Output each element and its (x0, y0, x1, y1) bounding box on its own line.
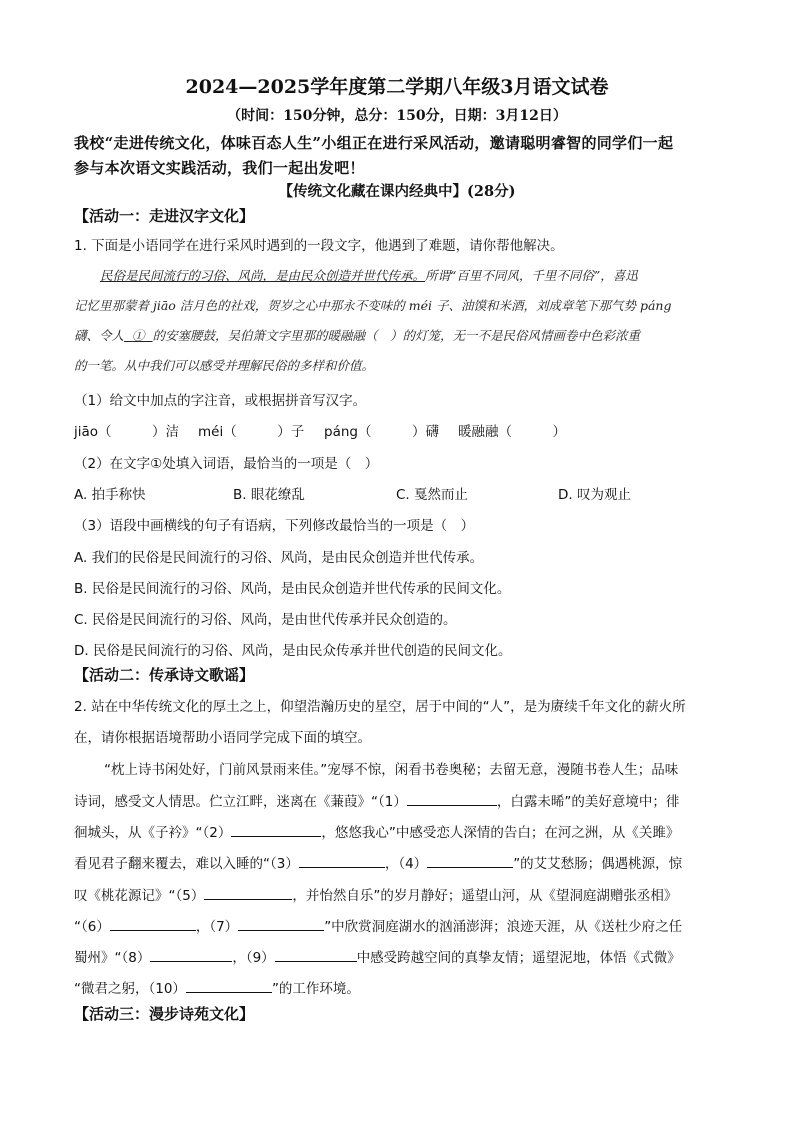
option-2c: C. 戛然而止 (396, 487, 469, 503)
answer-blank-8[interactable] (150, 948, 232, 962)
pinyin-item-3: páng（ ）礴 (324, 424, 439, 440)
intro-line-2: 参与本次语文实践活动，我们一起出发吧！ (74, 159, 365, 177)
fill-line-4: 看见君子翻来覆去，难以入睡的“（3） ，（4） ”的艾艾愁肠；偶遇桃源，惊 (74, 856, 683, 872)
fill-line-1: “枕上诗书闲处好，门前风景雨来佳。”宠辱不惊，闲看书卷奥秘；去留无意，漫随书卷人生；品味 (104, 762, 679, 778)
answer-blank-6[interactable] (110, 917, 196, 931)
pinyin-item-4: 暖融融（ ） (458, 424, 566, 440)
sub-question-3: （3）语段中画横线的句子有语病，下列修改最恰当的一项是（ ） (74, 518, 475, 534)
passage-line-1-rest: 所谓“百里不同风，千里不同俗”，喜迅 (425, 268, 638, 283)
pinyin-item-1: jiāo（ ）洁 (74, 424, 180, 440)
underlined-sentence: 民俗是民间流行的习俗、风尚，是由民众创造并世代传承。 (100, 268, 426, 283)
passage-line-1 (100, 266, 638, 284)
question-2-line-2: 在，请你根据语境帮助小语同学完成下面的填空。 (74, 730, 371, 746)
option-3b: B. 民俗是民间流行的习俗、风尚，是由民众创造并世代传承的民间文化。 (74, 581, 511, 597)
blank-marker-1: ① (131, 328, 145, 343)
answer-blank-7[interactable] (238, 917, 324, 931)
pinyin-item-2: méi（ ）子 (198, 424, 305, 440)
passage-line-3 (74, 326, 640, 344)
section-heading: 【传统文化藏在课内经典中】(28分) (278, 183, 516, 200)
activity-3-heading: 【活动三：漫步诗苑文化】 (74, 1005, 255, 1023)
fill-line-6: “（6） ，（7） ”中欣赏洞庭湖水的汹涌澎湃；浪迹天涯，从《送杜少府之任 (74, 919, 683, 935)
sub-question-2: （2）在文字①处填入词语，最恰当的一项是（ ） (74, 456, 379, 472)
intro-line-1: 我校“走进传统文化，体味百态人生”小组正在进行采风活动，邀请聪明睿智的同学们一起 (74, 134, 674, 152)
passage-line-3-b: 的安塞腰鼓，吴伯箫文字里那的暖融融（ ）的灯笼，无一不是民俗风情画卷中色彩浓重 (152, 328, 640, 343)
passage-line-2: 记忆里那蒙着 jiāo 洁月色的社戏，贺岁之心中那永不变味的 méi 子、油馍和米酒，刘成章笔下那气势 páng (74, 298, 672, 313)
page-title: 2024—2025学年度第二学期八年级3月语文试卷 (185, 76, 609, 98)
fill-line-5: 叹《桃花源记》“（5） ，并怡然自乐”的岁月静好；遥望山河，从《望洞庭湖赠张丞相》 (74, 888, 678, 904)
activity-1-heading: 【活动一：走进汉字文化】 (74, 207, 255, 225)
answer-blank-9[interactable] (275, 948, 357, 962)
answer-blank-3[interactable] (299, 854, 385, 868)
sub-question-1: （1）给文中加点的字注音，或根据拼音写汉字。 (74, 393, 367, 409)
passage-line-4: 的一笔。从中我们可以感受并理解民俗的多样和价值。 (74, 358, 375, 373)
answer-blank-1[interactable] (407, 792, 497, 806)
option-3c: C. 民俗是民间流行的习俗、风尚，是由世代传承并民众创造的。 (74, 612, 457, 628)
activity-2-heading: 【活动二：传承诗文歌谣】 (74, 666, 255, 684)
answer-blank-2[interactable] (231, 823, 321, 837)
option-2d: D. 叹为观止 (558, 487, 631, 503)
fill-line-2: 诗词，感受文人情思。伫立江畔，迷离在《蒹葭》“（1） ，白露未晞”的美好意境中；徘 (74, 794, 680, 810)
answer-blank-5[interactable] (204, 886, 292, 900)
option-3a: A. 我们的民俗是民间流行的习俗、风尚，是由民众创造并世代传承。 (74, 550, 484, 566)
fill-line-7: 蜀州》“（8） ，（9） 中感受跨越空间的真挚友情；遥望泥地，体悟《式微》 (74, 950, 681, 966)
answer-blank-4[interactable] (427, 854, 513, 868)
question-1-stem: 1. 下面是小语同学在进行采风时遇到的一段文字，他遇到了难题，请你帮他解决。 (74, 238, 564, 254)
option-3d: D. 民俗是民间流行的习俗、风尚，是由民众传承并世代创造的民间文化。 (74, 643, 512, 659)
option-2b: B. 眼花缭乱 (233, 487, 305, 503)
fill-line-3: 徊城头，从《子衿》“（2） ，悠悠我心”中感受恋人深情的告白；在河之洲，从《关雎》 (74, 825, 680, 841)
question-2-line-1: 2. 站在中华传统文化的厚土之上，仰望浩瀚历史的星空，居于中间的“人”，是为赓续千年文化的薪火所 (74, 699, 686, 715)
answer-blank-10[interactable] (186, 979, 272, 993)
fill-line-8: “微君之躬，（10） ”的工作环境。 (74, 981, 360, 997)
exam-info: （时间：150分钟，总分：150分，日期：3月12日） (227, 108, 567, 124)
passage-line-3-a: 礴、令人 (74, 328, 125, 343)
option-2a: A. 拍手称快 (74, 487, 146, 503)
